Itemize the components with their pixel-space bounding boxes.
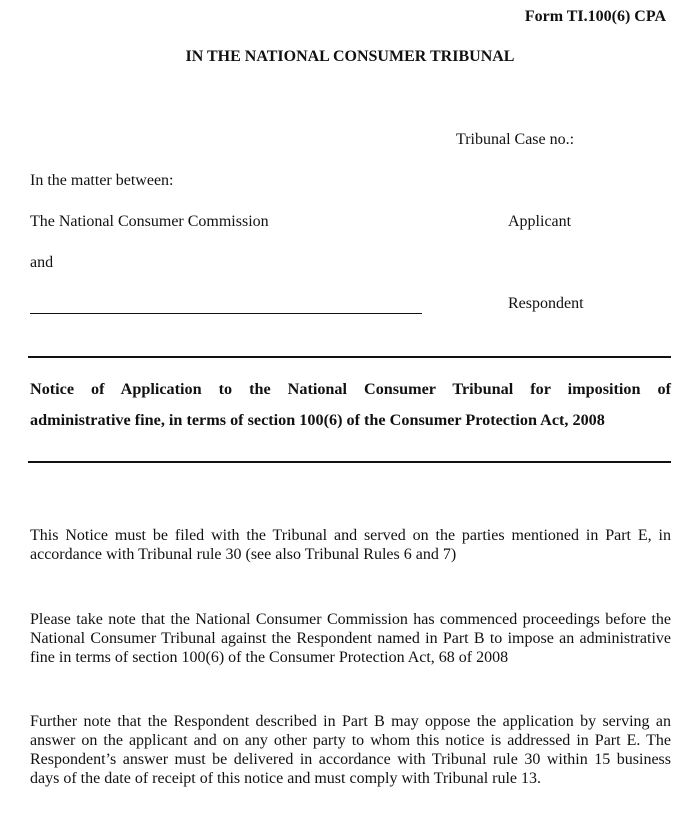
and-label: and (30, 254, 54, 271)
respondent-role-label: Respondent (508, 295, 584, 312)
respondent-name-line (30, 313, 422, 314)
applicant-name: The National Consumer Commission (30, 213, 269, 230)
form-code: Form TI.100(6) CPA (524, 8, 666, 25)
applicant-role-label: Applicant (508, 213, 572, 230)
matter-between-label: In the matter between: (30, 172, 174, 189)
divider-top (28, 356, 671, 358)
case-number-label: Tribunal Case no.: (456, 131, 575, 148)
proceedings-notice-paragraph: Please take note that the National Consumer Commission has commenced proceedings before the National Consumer Tribunal against the Respondent named in Part B to impose an administrative fine in terms of section 100(6) of the Consumer Protection Act, 68 of 2008 (30, 611, 671, 666)
filing-instructions-paragraph: This Notice must be filed with the Tribunal and served on the parties mentioned in Part E, in accordance with Tribunal rule 30 (see also Tribunal Rules 6 and 7) (30, 527, 671, 563)
opposition-notice-paragraph: Further note that the Respondent described in Part B may oppose the application by serving an answer on the applicant and on any other party to whom this notice is addressed in Part E. The Respondent’s answer must be delivered in accordance with Tribunal rule 30 within 15 business days of the date of receipt of this notice and must comply with Tribunal rule 13. (30, 713, 671, 787)
notice-title (30, 374, 671, 436)
divider-bottom (28, 461, 671, 463)
notice-title-line-1: Notice of Application to the National Consumer Tribunal for imposition of (30, 380, 671, 398)
notice-title-line-2: administrative fine, in terms of section 100(6) of the Consumer Protection Act, 2008 (30, 411, 605, 429)
tribunal-heading: IN THE NATIONAL CONSUMER TRIBUNAL (185, 48, 515, 65)
